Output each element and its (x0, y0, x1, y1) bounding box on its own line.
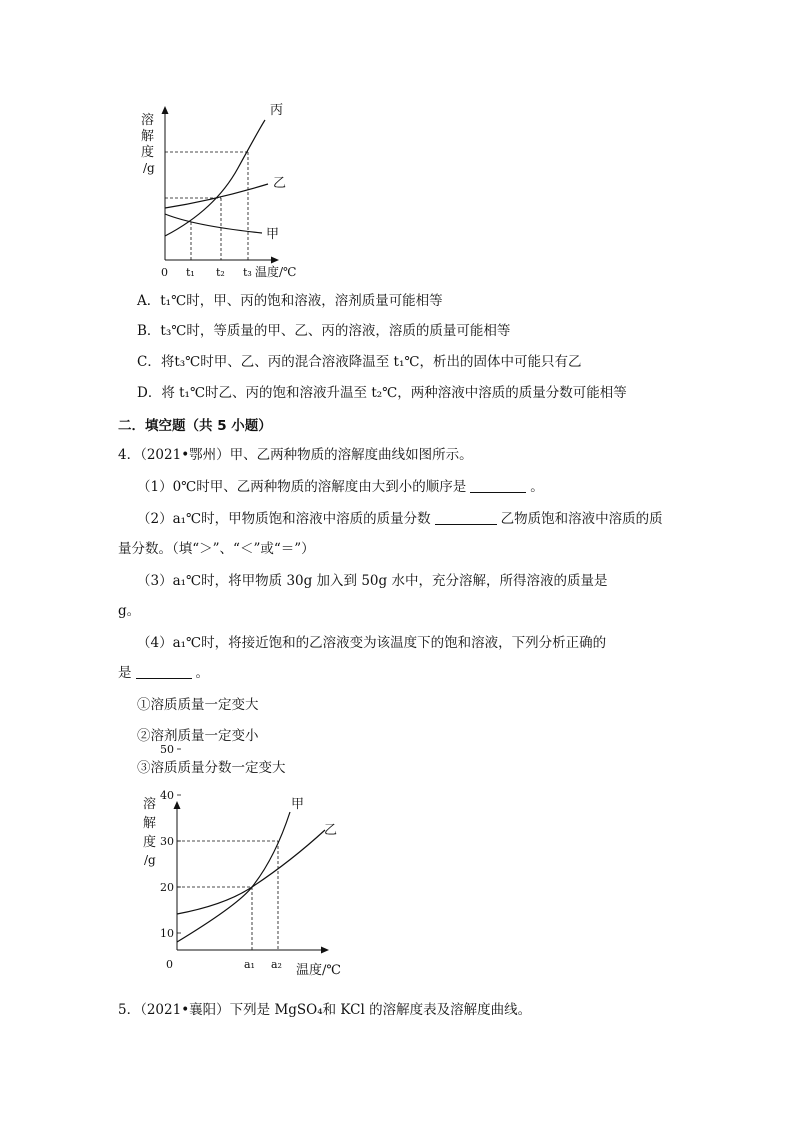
q4-part4-end: 。 (195, 665, 209, 681)
y-label-4: /g (143, 161, 155, 175)
solubility-chart-1 (130, 92, 310, 292)
option-a: A．t₁℃时，甲、丙的饱和溶液，溶剂质量可能相等 (137, 293, 443, 309)
curve-label-yi: 乙 (273, 176, 287, 191)
y-axis-arrow (162, 106, 169, 114)
section-heading: 二．填空题（共 5 小题） (118, 418, 272, 434)
y-tick-label: 50 (160, 743, 174, 756)
curve-label-yi: 乙 (324, 823, 338, 838)
answer-blank-4[interactable] (136, 664, 192, 679)
q4-part1 (137, 477, 544, 497)
q4-part2-line1 (137, 509, 663, 529)
curve-label-bing: 丙 (270, 103, 284, 118)
tick-t3: t₃ (243, 266, 252, 279)
origin-label: 0 (166, 958, 173, 971)
origin-label: 0 (161, 266, 168, 279)
q4-part4-text-b: 是 (118, 665, 132, 681)
option-c: C．将t₃℃时甲、乙、丙的混合溶液降温至 t₁℃，析出的固体中可能只有乙 (137, 354, 582, 370)
q4-part4-line1: （4）a₁℃时，将接近饱和的乙溶液变为该温度下的饱和溶液，下列分析正确的 (137, 635, 607, 651)
curve-label-jia: 甲 (291, 797, 305, 812)
curve-label-jia: 甲 (266, 227, 280, 242)
y-label-3: 度 (143, 835, 157, 850)
q4-part2-text-a: （2）a₁℃时，甲物质饱和溶液中溶质的质量分数 (137, 511, 431, 527)
q4-part2-text-b: 乙物质饱和溶液中溶质的质 (500, 511, 663, 527)
q4-part3-line1: （3）a₁℃时，将甲物质 30g 加入到 50g 水中，充分溶解，所得溶液的质量是 (137, 573, 608, 589)
q4-part3-line2: g。 (118, 603, 141, 619)
y-tick-label: 40 (160, 789, 174, 802)
q5-stem: 5．（2021•襄阳）下列是 MgSO₄和 KCl 的溶解度表及溶解度曲线。 (118, 1002, 532, 1018)
choice-1: ①溶质质量一定变大 (137, 697, 259, 713)
q4-part1-end: 。 (530, 479, 544, 495)
curve-yi (177, 830, 325, 914)
x-axis-arrow (271, 257, 279, 264)
y-label-1: 溶 (143, 797, 157, 812)
y-label-4: /g (144, 853, 156, 867)
curve-jia (165, 214, 262, 233)
q4-part1-text: （1）0℃时甲、乙两种物质的溶解度由大到小的顺序是 (137, 479, 467, 495)
x-axis-label: 温度/℃ (296, 963, 341, 978)
choice-2: ②溶剂质量一定变小 (137, 728, 259, 744)
q4-stem: 4．（2021•鄂州）甲、乙两种物质的溶解度曲线如图所示。 (118, 447, 473, 463)
choice-3: ③溶质质量分数一定变大 (137, 760, 286, 776)
option-b: B．t₃℃时，等质量的甲、乙、丙的溶液，溶质的质量可能相等 (137, 323, 511, 339)
y-label-2: 解 (143, 816, 157, 831)
x-axis-label: 温度/℃ (255, 265, 297, 279)
x-axis-arrow (321, 947, 329, 954)
answer-blank-2[interactable] (435, 510, 497, 525)
answer-blank-1[interactable] (470, 478, 526, 493)
q4-part2-line2: 量分数。（填“＞”、“＜”或“＝”） (118, 541, 315, 557)
option-d: D．将 t₁℃时乙、丙的饱和溶液升温至 t₂℃，两种溶液中溶质的质量分数可能相等 (137, 385, 627, 401)
y-tick-label: 30 (160, 835, 174, 848)
q4-part4-line2 (118, 663, 209, 683)
curve-yi (165, 184, 268, 208)
y-axis-arrow (174, 801, 181, 809)
y-label-1: 溶 (141, 113, 155, 128)
tick-t1: t₁ (186, 266, 195, 279)
y-tick-label: 10 (160, 927, 174, 940)
y-label-3: 度 (141, 145, 155, 160)
tick-a1: a₁ (244, 958, 255, 971)
curve-jia (177, 812, 290, 942)
tick-t2: t₂ (216, 266, 225, 279)
y-label-2: 解 (141, 129, 155, 144)
tick-a2: a₂ (271, 958, 282, 971)
y-tick-label: 20 (160, 881, 174, 894)
